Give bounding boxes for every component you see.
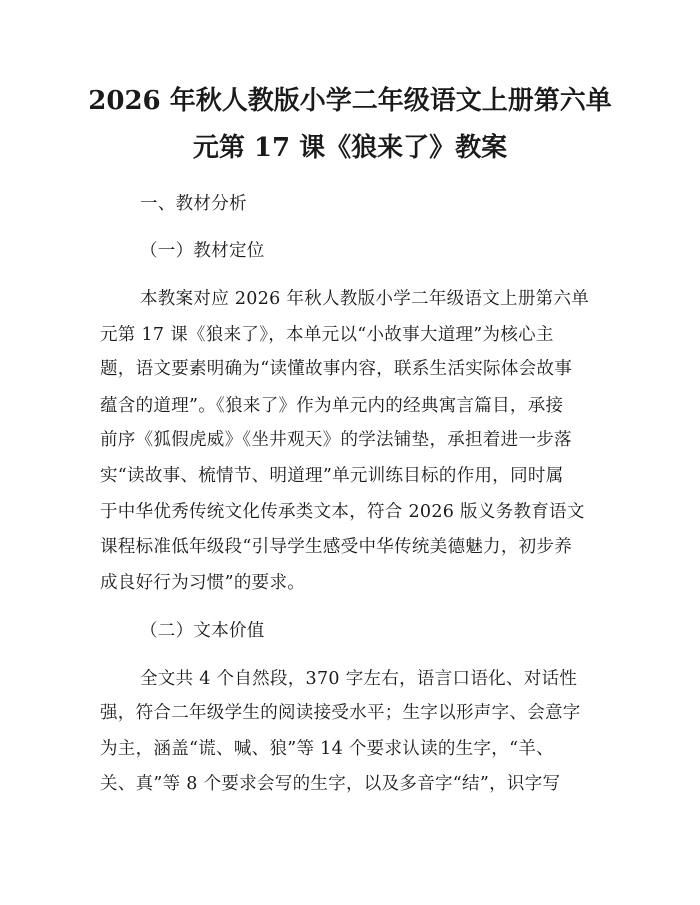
section-heading-1: 一、教材分析	[140, 194, 247, 214]
paragraph-2-line: 为主，涵盖“谎、喊、狼”等 14 个要求认读的生字，“羊、	[100, 739, 554, 759]
paragraph-2-line: 全文共 4 个自然段，370 字左右，语言口语化、对话性	[140, 669, 578, 689]
paragraph-1-line: 实“读故事、梳情节、明道理”单元训练目标的作用，同时属	[100, 466, 564, 486]
subsection-heading-1: （一）教材定位	[140, 241, 265, 261]
paragraph-1-line: 本教案对应 2026 年秋人教版小学二年级语文上册第六单	[140, 289, 590, 309]
document-title-line-2: 元第 17 课《狼来了》教案	[192, 133, 508, 163]
paragraph-1-line: 元第 17 课《狼来了》，本单元以“小故事大道理”为核心主	[100, 325, 554, 345]
paragraph-1-line: 蕴含的道理”。《狼来了》作为单元内的经典寓言篇目，承接	[100, 396, 564, 416]
paragraph-1-line: 成良好行为习惯”的要求。	[100, 573, 306, 593]
paragraph-1-line: 课程标准低年级段“引导学生感受中华传统美德魅力，初步养	[100, 537, 573, 557]
paragraph-1-line: 前序《狐假虎威》《坐井观天》的学法铺垫，承担着进一步落	[100, 430, 572, 450]
document-title-line-1: 2026 年秋人教版小学二年级语文上册第六单	[88, 86, 612, 116]
paragraph-1-line: 题，语文要素明确为“读懂故事内容，联系生活实际体会故事	[100, 359, 573, 379]
paragraph-1-line: 于中华优秀传统文化传承类文本，符合 2026 版义务教育语文	[100, 502, 585, 522]
paragraph-2-line: 强，符合二年级学生的阅读接受水平；生字以形声字、会意字	[100, 703, 581, 723]
subsection-heading-2: （二）文本价值	[140, 621, 265, 641]
paragraph-2-line: 关、真”等 8 个要求会写的生字，以及多音字“结”，识字写	[100, 774, 561, 794]
